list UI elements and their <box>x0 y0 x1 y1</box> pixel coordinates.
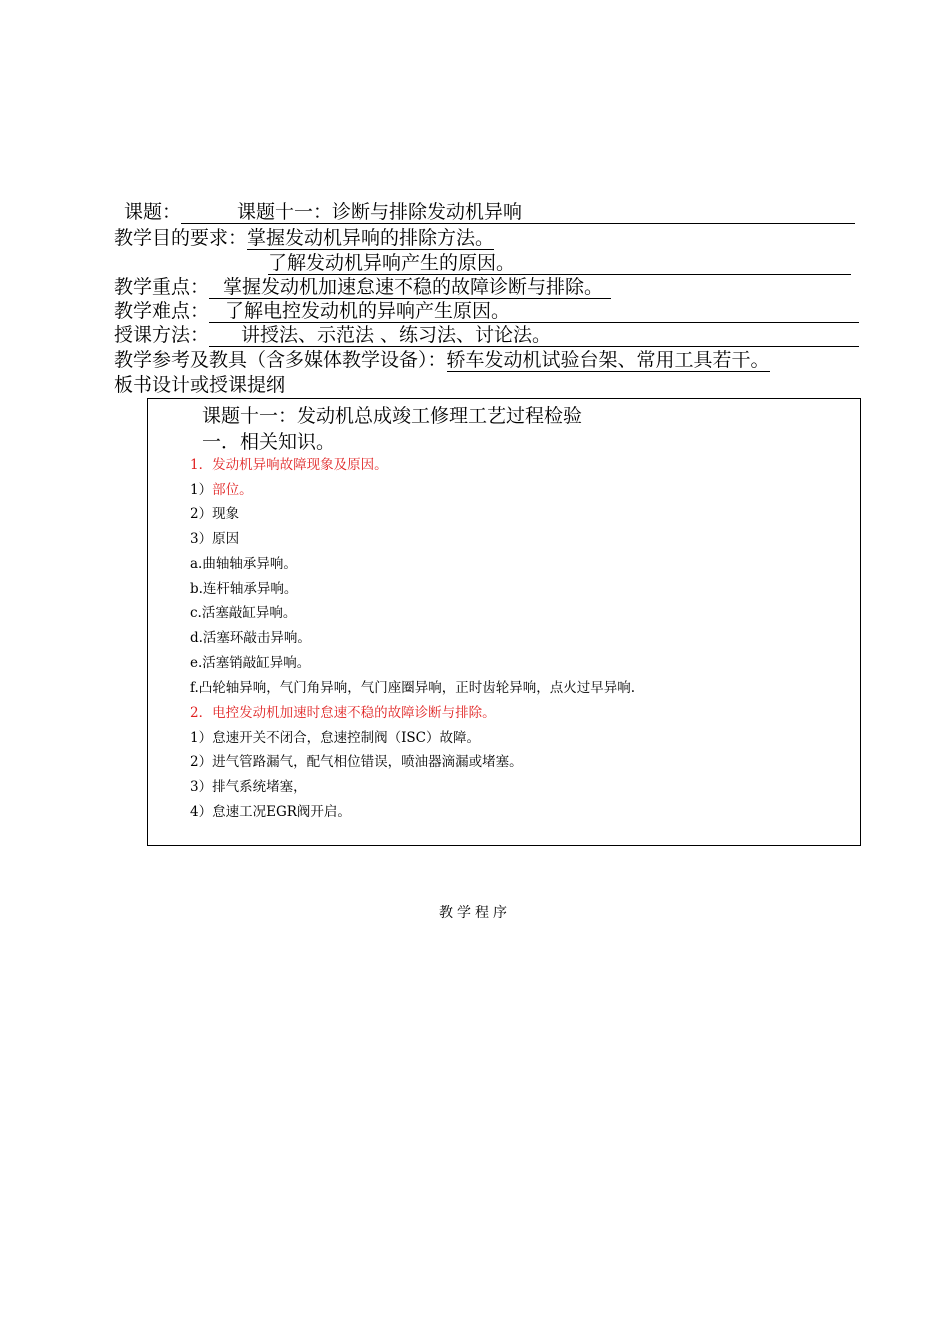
objective-line2: 了解发动机异响产生的原因。 <box>268 252 851 275</box>
outline-item-a: a.曲轴轴承异响。 <box>190 556 297 572</box>
method-row <box>114 324 859 347</box>
difficulty-row <box>114 300 859 323</box>
reference-value: 轿车发动机试验台架、常用工具若干。 <box>446 349 770 371</box>
outline-item-2-3: 3）排气系统堵塞， <box>190 779 307 795</box>
outline-title: 课题十一：发动机总成竣工修理工艺过程检验 <box>202 405 583 427</box>
topic-row <box>124 201 855 224</box>
outline-item-1-2: 2）现象 <box>190 506 240 522</box>
outline-item-2-1: 1）怠速开关不闭合，怠速控制阀（ISC）故障。 <box>190 730 480 746</box>
objective-line1: 掌握发动机异响的排除方法。 <box>247 227 495 249</box>
key-points-value: 掌握发动机加速怠速不稳的故障诊断与排除。 <box>209 276 611 299</box>
difficulty-label: 教学难点： <box>114 300 210 322</box>
topic-label: 课题： <box>124 201 182 223</box>
outline-item-b: b.连杆轴承异响。 <box>190 581 298 597</box>
objective-row <box>114 227 494 250</box>
outline-item-c: c.活塞敲缸异响。 <box>190 605 297 621</box>
outline-item-2-4: 4）怠速工况EGR阀开启。 <box>190 804 351 820</box>
outline-item-d: d.活塞环敲击异响。 <box>190 630 311 646</box>
outline-item-2-2: 2）进气管路漏气，配气相位错误，喷油器滴漏或堵塞。 <box>190 754 523 770</box>
reference-row <box>114 349 770 372</box>
outline-item-1-3: 3）原因 <box>190 531 240 547</box>
topic-value: 课题十一：诊断与排除发动机异响 <box>181 201 855 224</box>
difficulty-value: 了解电控发动机的异响产生原因。 <box>209 300 859 323</box>
outline-item-1-1: 1）部位。 <box>190 482 253 498</box>
key-points-row <box>114 276 611 299</box>
outline-box <box>147 398 861 846</box>
key-points-label: 教学重点： <box>114 276 210 298</box>
outline-item-2: 2．电控发动机加速时怠速不稳的故障诊断与排除。 <box>190 705 496 721</box>
objective-row-2 <box>268 252 851 275</box>
method-label: 授课方法： <box>114 324 210 346</box>
outline-section-1: 一．相关知识。 <box>202 431 336 453</box>
outline-item-e: e.活塞销敲缸异响。 <box>190 655 311 671</box>
reference-label: 教学参考及教具（含多媒体教学设备）： <box>114 349 447 371</box>
outline-item-1: 1．发动机异响故障现象及原因。 <box>190 457 388 473</box>
outline-item-f: f.凸轮轴异响，气门角异响，气门座圈异响，正时齿轮异响，点火过早异响. <box>190 680 636 696</box>
objective-label: 教学目的要求： <box>114 227 248 249</box>
method-value: 讲授法、示范法 、练习法、讨论法。 <box>209 324 859 347</box>
board-design-label: 板书设计或授课提纲 <box>114 374 286 396</box>
teaching-procedure-heading: 教学程序 <box>439 905 511 921</box>
